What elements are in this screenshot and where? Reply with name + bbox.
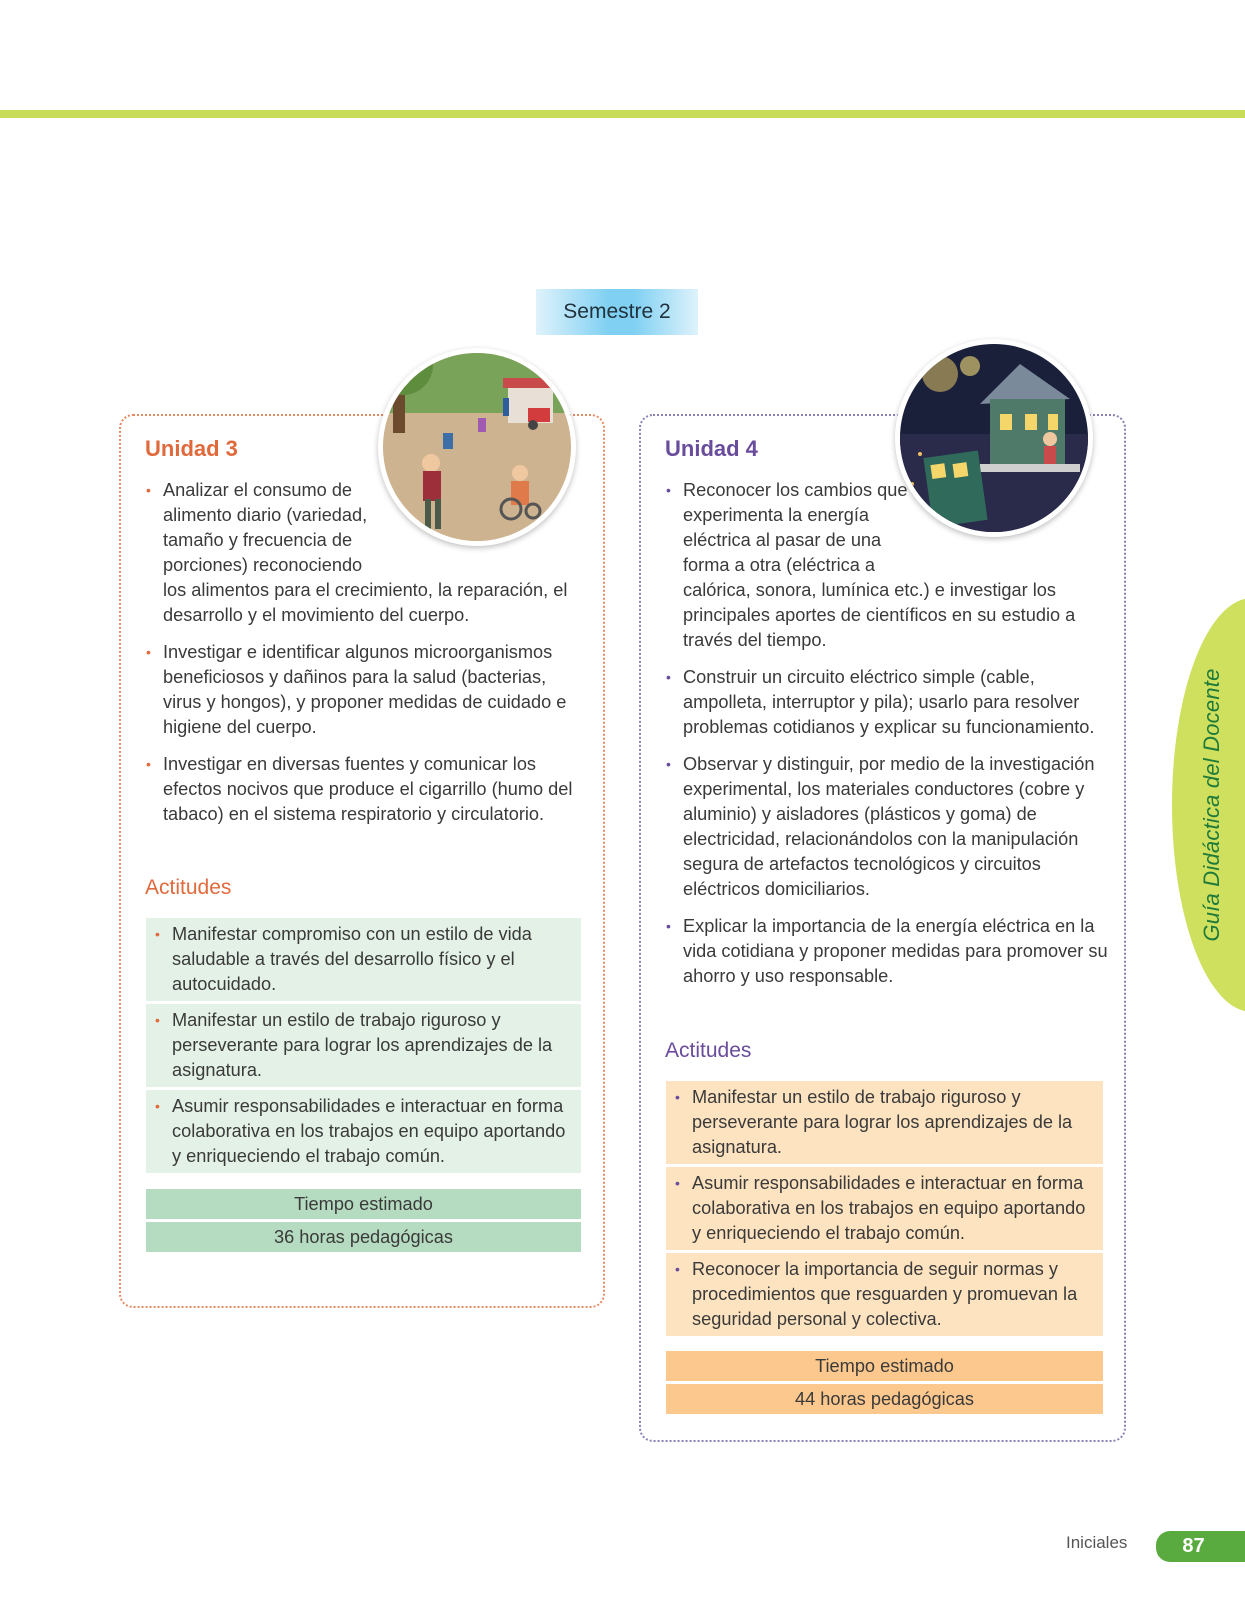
unit-4-objectives [666, 478, 1114, 1001]
list-item: • Investigar en diversas fuentes y comunicar los efectos nocivos que produce el cigarrillo (humo del tabaco) en el sistema respiratorio y circulatorio. [146, 752, 586, 827]
unit-4-time-value: 44 horas pedagógicas [666, 1384, 1103, 1414]
list-item: • Analizar el consumo de alimento diario (variedad, tamaño y frecuencia de porciones) reconociendo los alimentos para el crecimiento, la reparación, el desarrollo y el movimiento del cuerpo. [146, 478, 586, 628]
list-item: • Manifestar un estilo de trabajo riguroso y perseverante para lograr los aprendizajes de la asignatura. [666, 1081, 1103, 1164]
semester-label: Semestre 2 [563, 300, 671, 323]
list-item: • Manifestar compromiso con un estilo de vida saludable a través del desarrollo físico y el autocuidado. [146, 918, 581, 1001]
unit-4-title: Unidad 4 [665, 436, 758, 461]
photo-wrap-spacer [909, 478, 1114, 570]
unit-3-objectives [146, 478, 586, 839]
footer-section: Iniciales [1066, 1533, 1128, 1552]
list-item: • Reconocer la importancia de seguir normas y procedimientos que resguarden y promuevan la seguridad personal y colectiva. [666, 1253, 1103, 1336]
unit-3-attitudes [146, 918, 581, 1176]
semester-banner [536, 289, 698, 335]
list-item: • Investigar e identificar algunos microorganismos beneficiosos y dañinos para la salud (bacterias, virus y hongos), y proponer medidas de cuidado e higiene del cuerpo. [146, 640, 586, 740]
list-item: • Manifestar un estilo de trabajo riguroso y perseverante para lograr los aprendizajes de la asignatura. [146, 1004, 581, 1087]
list-item: • Asumir responsabilidades e interactuar en forma colaborativa en los trabajos en equipo aportando y enriqueciendo el trabajo común. [146, 1090, 581, 1173]
top-rule [0, 110, 1245, 118]
list-item: • Explicar la importancia de la energía eléctrica en la vida cotidiana y proponer medidas para promover su ahorro y uso responsable. [666, 914, 1114, 989]
unit-4-time-label: Tiempo estimado [666, 1351, 1103, 1381]
unit-3-time-value: 36 horas pedagógicas [146, 1222, 581, 1252]
unit-3-attitudes-heading: Actitudes [145, 876, 232, 899]
unit-4-attitudes-heading: Actitudes [665, 1039, 752, 1062]
photo-wrap-spacer [381, 478, 586, 570]
list-item: • Reconocer los cambios que experimenta la energía eléctrica al pasar de una forma a otra (eléctrica a calórica, sonora, lumínica etc.) e investigar los principales aportes de científicos en su estudio a través del tiempo. [666, 478, 1114, 653]
list-item: • Construir un circuito eléctrico simple (cable, ampolleta, interruptor y pila); usarlo para resolver problemas cotidianos y explicar su funcionamiento. [666, 665, 1114, 740]
page-number: 87 [1156, 1531, 1245, 1562]
side-tab-label: Guía Didáctica del Docente [1199, 668, 1224, 942]
unit-4-attitudes [666, 1081, 1103, 1339]
list-item: • Asumir responsabilidades e interactuar en forma colaborativa en los trabajos en equipo aportando y enriqueciendo el trabajo común. [666, 1167, 1103, 1250]
unit-3-time-label: Tiempo estimado [146, 1189, 581, 1219]
list-item: • Observar y distinguir, por medio de la investigación experimental, los materiales conductores (cobre y aluminio) y aisladores (plásticos y goma) de electricidad, relacionándolos con la manipulación segura de artefactos tecnológicos y circuitos eléctricos domiciliarios. [666, 752, 1114, 902]
unit-3-title: Unidad 3 [145, 436, 238, 461]
